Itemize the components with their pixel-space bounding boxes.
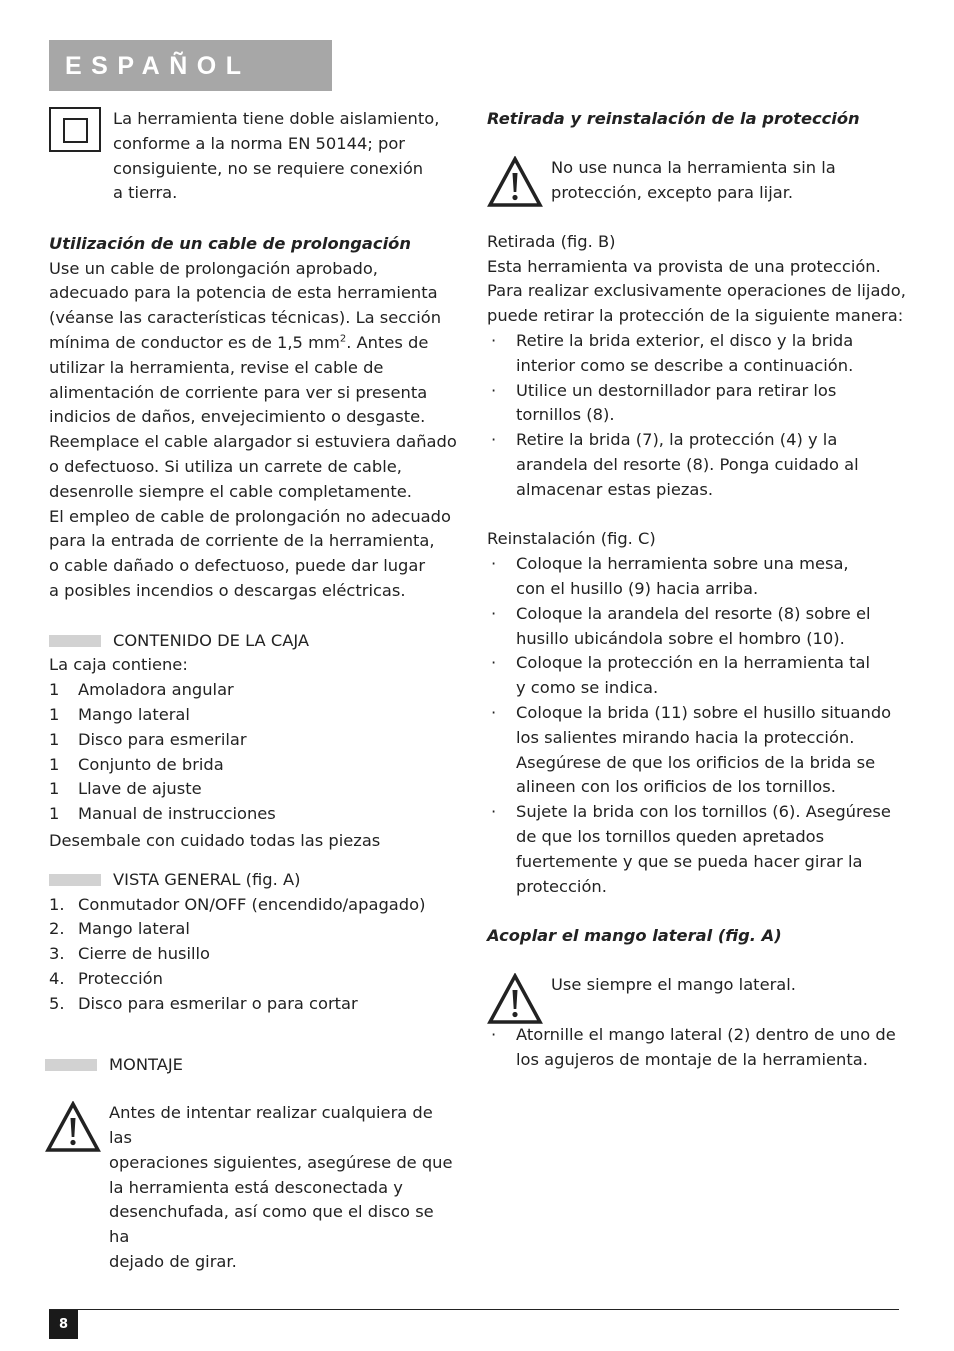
text-line: Atornille el mango lateral (2) dentro de uno de <box>516 1024 896 1044</box>
list-item <box>49 802 459 827</box>
text-line: desenchufada, así como que el disco se ha <box>109 1202 434 1247</box>
text-line: o cable dañado o defectuoso, puede dar lugar <box>49 556 426 576</box>
text-line: Reemplace el cable alargador si estuviera dañado <box>49 432 457 452</box>
bullet-text <box>516 1023 896 1073</box>
list-text: Conjunto de brida <box>78 754 224 774</box>
double-insulation-block <box>49 107 459 207</box>
text-line: arandela del resorte (8). Ponga cuidado al <box>516 454 859 474</box>
text-line: utilizar la herramienta, revise el cable de <box>49 357 384 377</box>
bullet-item <box>487 379 907 429</box>
contents-outro: Desembale con cuidado todas las piezas <box>49 830 381 850</box>
text-line: conforme a la norma EN 50144; por <box>113 133 405 153</box>
side-handle-warning-text <box>551 973 796 998</box>
guard-heading: Retirada y reinstalación de la protección <box>487 109 860 128</box>
removal-bullets <box>487 329 907 503</box>
bullet-dot: · <box>491 653 497 673</box>
text-line: a tierra. <box>113 183 178 203</box>
list-number: 4. <box>49 968 65 988</box>
contents-heading <box>49 629 459 654</box>
text-line: interior como se describe a continuación. <box>516 355 854 375</box>
assembly-heading-text: MONTAJE <box>109 1054 183 1074</box>
bullet-item <box>487 651 907 701</box>
language-banner <box>49 40 332 91</box>
list-text: Protección <box>78 968 163 988</box>
refit-heading: Reinstalación (fig. C) <box>487 529 656 549</box>
text-line: desenrolle siempre el cable completamente. <box>49 481 412 501</box>
bullet-text <box>516 701 891 800</box>
text-line: operaciones siguientes, asegúrese de que <box>109 1152 453 1172</box>
contents-heading-text: CONTENIDO DE LA CAJA <box>113 630 310 650</box>
extension-text-a <box>49 257 459 331</box>
list-text: Disco para esmerilar <box>78 729 247 749</box>
bullet-text <box>516 379 836 429</box>
text-line: Coloque la herramienta sobre una mesa, <box>516 554 849 574</box>
text-line: Use siempre el mango lateral. <box>551 974 796 994</box>
bullet-item <box>487 602 907 652</box>
text-line: alineen con los orificios de los tornillos. <box>516 777 836 797</box>
list-number: 5. <box>49 993 65 1013</box>
bullet-text <box>516 329 853 379</box>
text-line: de que los tornillos queden apretados <box>516 826 825 846</box>
text-line: Coloque la arandela del resorte (8) sobre el <box>516 603 871 623</box>
list-item <box>49 777 459 802</box>
text-line: Asegúrese de que los orificios de la brida se <box>516 752 876 772</box>
list-number: 1 <box>49 804 60 824</box>
list-number: 1. <box>49 894 65 914</box>
double-insulation-text <box>113 107 439 206</box>
bullet-text <box>516 428 859 502</box>
bullet-text <box>516 651 870 701</box>
list-text: Amoladora angular <box>78 680 234 700</box>
guard-warning-text <box>551 156 836 206</box>
text-line: puede retirar la protección de la siguiente manera: <box>487 306 904 326</box>
heading-bar <box>49 874 101 886</box>
double-insulation-icon <box>49 107 101 152</box>
list-text: Disco para esmerilar o para cortar <box>78 993 358 1013</box>
removal-intro <box>487 255 907 329</box>
list-number: 2. <box>49 919 65 939</box>
text-line: Antes de intentar realizar cualquiera de las <box>109 1103 433 1148</box>
text-line: para la entrada de corriente de la herramienta, <box>49 531 435 551</box>
left-column <box>49 107 459 1275</box>
extension-mm-line <box>49 331 459 356</box>
text-line: Sujete la brida con los tornillos (6). Asegúrese <box>516 802 891 822</box>
list-number: 1 <box>49 729 60 749</box>
text-line: Esta herramienta va provista de una protección. <box>487 256 881 276</box>
text-line: la herramienta está desconectada y <box>109 1177 403 1197</box>
list-text: Manual de instrucciones <box>78 804 276 824</box>
heading-bar <box>49 635 101 647</box>
text-line: Retire la brida (7), la protección (4) y la <box>516 430 838 450</box>
text-line: fuertemente y que se pueda hacer girar la <box>516 851 863 871</box>
list-item <box>49 917 459 942</box>
footer-rule <box>49 1309 899 1310</box>
extension-text-b <box>49 356 459 604</box>
side-handle-bullets <box>487 1023 907 1073</box>
text-line: alimentación de corriente para ver si presenta <box>49 382 428 402</box>
heading-bar <box>45 1059 97 1071</box>
text-line: La herramienta tiene doble aislamiento, <box>113 109 440 128</box>
bullet-dot: · <box>491 430 497 450</box>
list-item <box>49 992 459 1017</box>
text-line: almacenar estas piezas. <box>516 479 714 499</box>
bullet-dot: · <box>491 1024 497 1044</box>
list-item <box>49 753 459 778</box>
text-line: con el husillo (9) hacia arriba. <box>516 578 759 598</box>
bullet-dot: · <box>491 802 497 822</box>
warning-icon <box>487 156 543 208</box>
bullet-dot: · <box>491 702 497 722</box>
bullet-dot: · <box>491 380 497 400</box>
side-handle-heading: Acoplar el mango lateral (fig. A) <box>487 926 782 946</box>
guard-warning-block <box>487 156 907 230</box>
text-line: Coloque la protección en la herramienta tal <box>516 653 870 673</box>
bullet-item <box>487 1023 907 1073</box>
list-number: 1 <box>49 754 60 774</box>
side-handle-warning-block <box>487 973 907 1023</box>
text-line: a posibles incendios o descargas eléctricas. <box>49 580 406 600</box>
list-item <box>49 678 459 703</box>
list-item <box>49 893 459 918</box>
list-item <box>49 703 459 728</box>
list-number: 3. <box>49 944 65 964</box>
warning-icon <box>487 973 543 1025</box>
text-line: tornillos (8). <box>516 405 615 425</box>
extension-heading: Utilización de un cable de prolongación <box>49 233 411 253</box>
overview-list <box>49 893 459 1017</box>
text-line: El empleo de cable de prolongación no adecuado <box>49 506 451 526</box>
list-text: Mango lateral <box>78 704 190 724</box>
list-number: 1 <box>49 704 60 724</box>
refit-bullets <box>487 552 907 899</box>
list-text: Cierre de husillo <box>78 944 211 964</box>
list-number: 1 <box>49 680 60 700</box>
right-column <box>487 107 907 1073</box>
text-line: (véanse las características técnicas). La sección <box>49 308 442 328</box>
text-line: los agujeros de montaje de la herramienta. <box>516 1049 868 1069</box>
extension-mm-pre: mínima de conductor es de 1,5 mm <box>49 332 340 352</box>
bullet-dot: · <box>491 554 497 574</box>
bullet-item <box>487 552 907 602</box>
contents-intro: La caja contiene: <box>49 655 188 675</box>
bullet-item <box>487 428 907 502</box>
text-line: Para realizar exclusivamente operaciones de lijado, <box>487 281 906 301</box>
bullet-item <box>487 800 907 899</box>
bullet-item <box>487 329 907 379</box>
text-line: y como se indica. <box>516 678 659 698</box>
text-line: Use un cable de prolongación aprobado, <box>49 258 378 278</box>
bullet-text <box>516 552 849 602</box>
assembly-heading <box>45 1053 459 1078</box>
list-item <box>49 967 459 992</box>
bullet-text <box>516 800 891 899</box>
bullet-dot: · <box>491 330 497 350</box>
list-item <box>49 942 459 967</box>
extension-mm-post: . Antes de <box>346 332 429 352</box>
overview-heading-text: VISTA GENERAL (fig. A) <box>113 869 301 889</box>
removal-heading: Retirada (fig. B) <box>487 231 616 251</box>
list-number: 1 <box>49 779 60 799</box>
text-line: No use nunca la herramienta sin la <box>551 157 836 177</box>
text-line: protección, excepto para lijar. <box>551 182 794 202</box>
page-number: 8 <box>49 1310 78 1339</box>
language-label: ESPAÑOL <box>65 52 251 80</box>
text-line: dejado de girar. <box>109 1252 237 1272</box>
bullet-item <box>487 701 907 800</box>
bullet-dot: · <box>491 603 497 623</box>
text-line: adecuado para la potencia de esta herramienta <box>49 283 438 303</box>
text-line: los salientes mirando hacia la protección. <box>516 727 855 747</box>
assembly-warning-text <box>109 1101 459 1275</box>
text-line: protección. <box>516 876 607 896</box>
assembly-warning-block <box>45 1101 459 1275</box>
text-line: indicios de daños, envejecimiento o desgaste. <box>49 407 426 427</box>
contents-list <box>49 678 459 827</box>
list-item <box>49 728 459 753</box>
extension-mm-sup: 2 <box>339 333 347 345</box>
bullet-text <box>516 602 871 652</box>
overview-heading <box>49 868 459 893</box>
text-line: consiguiente, no se requiere conexión <box>113 158 424 178</box>
list-text: Mango lateral <box>78 919 190 939</box>
text-line: o defectuoso. Si utiliza un carrete de cable, <box>49 456 402 476</box>
list-text: Conmutador ON/OFF (encendido/apagado) <box>78 894 426 914</box>
list-text: Llave de ajuste <box>78 779 202 799</box>
warning-icon <box>45 1101 101 1153</box>
text-line: Utilice un destornillador para retirar los <box>516 380 837 400</box>
text-line: Retire la brida exterior, el disco y la brida <box>516 330 854 350</box>
text-line: Coloque la brida (11) sobre el husillo situando <box>516 702 892 722</box>
text-line: husillo ubicándola sobre el hombro (10). <box>516 628 845 648</box>
